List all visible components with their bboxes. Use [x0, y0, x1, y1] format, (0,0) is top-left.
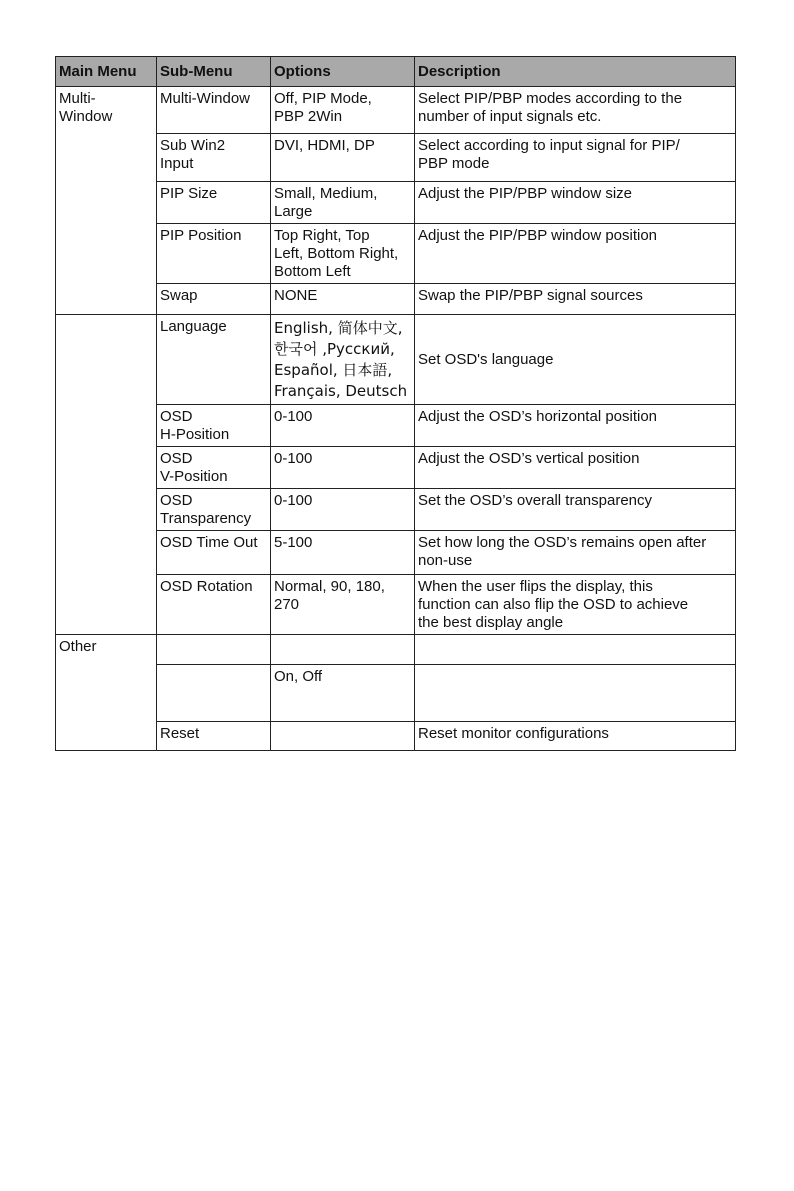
table-row: [56, 722, 736, 751]
description-cell: Reset monitor configurations: [415, 722, 736, 751]
table-header-row: [56, 57, 736, 87]
sub-menu-cell: OSD Transparency: [157, 489, 271, 531]
table-row: [56, 447, 736, 489]
description-cell: Adjust the PIP/PBP window size: [415, 182, 736, 224]
description-cell: Adjust the OSD’s vertical position: [415, 447, 736, 489]
table-row: [56, 315, 736, 405]
options-cell: NONE: [271, 284, 415, 315]
description-cell: Set OSD's language: [415, 315, 736, 405]
table-row: [56, 405, 736, 447]
table-row: [56, 134, 736, 182]
sub-menu-cell: Swap: [157, 284, 271, 315]
sub-menu-cell: [157, 665, 271, 722]
header-main-menu: Main Menu: [56, 57, 157, 87]
options-cell: 0-100: [271, 447, 415, 489]
options-cell: [271, 635, 415, 665]
header-options: Options: [271, 57, 415, 87]
options-cell: Small, Medium, Large: [271, 182, 415, 224]
sub-menu-cell: OSD Time Out: [157, 531, 271, 575]
sub-menu-cell: Language: [157, 315, 271, 405]
table-row: [56, 224, 736, 284]
language-options-cell: English, 简体中文, 한국어 ,Русский, Español, 日本語, Français, Deutsch: [271, 315, 415, 405]
main-menu-other: Other: [56, 635, 157, 751]
description-cell: [415, 635, 736, 665]
description-cell: Set how long the OSD’s remains open after non-use: [415, 531, 736, 575]
main-menu-osd: [56, 315, 157, 635]
options-cell: 0-100: [271, 489, 415, 531]
table-row: [56, 284, 736, 315]
sub-menu-cell: OSD H-Position: [157, 405, 271, 447]
table-row: [56, 87, 736, 134]
table-row: [56, 575, 736, 635]
sub-menu-cell: Sub Win2 Input: [157, 134, 271, 182]
description-cell: Swap the PIP/PBP signal sources: [415, 284, 736, 315]
sub-menu-cell: [157, 635, 271, 665]
options-cell: [271, 722, 415, 751]
options-cell: Off, PIP Mode, PBP 2Win: [271, 87, 415, 134]
description-cell: Adjust the PIP/PBP window position: [415, 224, 736, 284]
table-row: [56, 531, 736, 575]
description-cell: [415, 665, 736, 722]
sub-menu-cell: PIP Size: [157, 182, 271, 224]
sub-menu-cell: PIP Position: [157, 224, 271, 284]
options-cell: Top Right, Top Left, Bottom Right, Bottom Left: [271, 224, 415, 284]
main-menu-multi-window: Multi- Window: [56, 87, 157, 315]
description-cell: When the user flips the display, this function can also flip the OSD to achieve the best display angle: [415, 575, 736, 635]
options-cell: DVI, HDMI, DP: [271, 134, 415, 182]
header-description: Description: [415, 57, 736, 87]
description-cell: Select according to input signal for PIP/ PBP mode: [415, 134, 736, 182]
sub-menu-cell: Multi-Window: [157, 87, 271, 134]
options-cell: 5-100: [271, 531, 415, 575]
header-sub-menu: Sub-Menu: [157, 57, 271, 87]
table-row: [56, 665, 736, 722]
table-row: [56, 635, 736, 665]
options-cell: On, Off: [271, 665, 415, 722]
osd-menu-table: [55, 56, 736, 751]
sub-menu-cell: OSD Rotation: [157, 575, 271, 635]
table-row: [56, 182, 736, 224]
options-cell: 0-100: [271, 405, 415, 447]
sub-menu-cell: Reset: [157, 722, 271, 751]
table-row: [56, 489, 736, 531]
description-cell: Select PIP/PBP modes according to the number of input signals etc.: [415, 87, 736, 134]
description-cell: Adjust the OSD’s horizontal position: [415, 405, 736, 447]
description-cell: Set the OSD’s overall transparency: [415, 489, 736, 531]
sub-menu-cell: OSD V-Position: [157, 447, 271, 489]
options-cell: Normal, 90, 180, 270: [271, 575, 415, 635]
